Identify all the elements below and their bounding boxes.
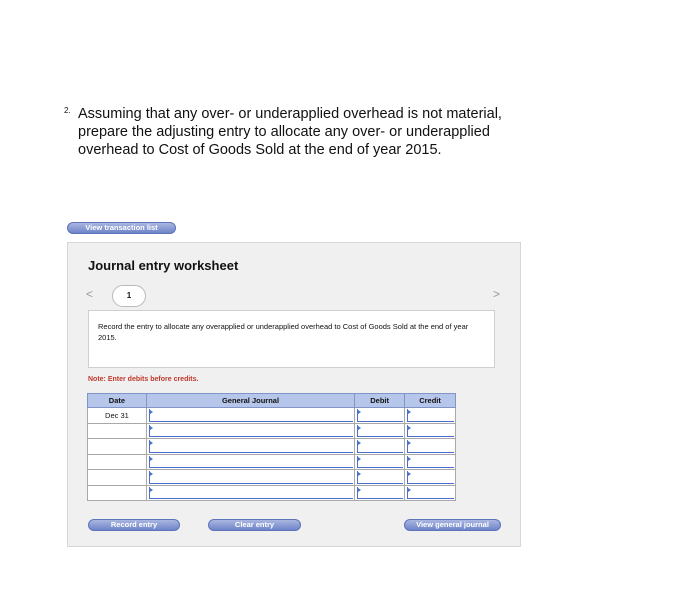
journal-row [88,423,456,439]
journal-row [88,485,456,501]
journal-credit-input[interactable] [407,456,454,469]
journal-account-input[interactable] [149,471,353,484]
journal-account-cell [146,485,354,501]
instruction-box [88,310,495,368]
journal-credit-input[interactable] [407,425,454,438]
journal-header-row [88,394,456,408]
journal-debit-input[interactable] [357,409,403,422]
instruction-text: Record the entry to allocate any overapplied or underapplied overhead to Cost of Goods Sold at the end of year 2015. [98,322,469,342]
view-general-journal-button[interactable]: View general journal [404,519,501,531]
journal-credit-cell [405,423,456,439]
entry-note: Note: Enter debits before credits. [88,376,199,383]
journal-account-cell [146,454,354,470]
journal-account-input[interactable] [149,440,353,453]
debit-column-header: Debit [355,394,405,408]
journal-debit-cell [355,470,405,486]
journal-credit-input[interactable] [407,471,454,484]
journal-credit-input[interactable] [407,440,454,453]
general-journal-column-header: General Journal [146,394,354,408]
chevron-right-icon[interactable]: > [493,287,501,301]
journal-row [88,470,456,486]
page-indicator-1[interactable]: 1 [112,285,146,307]
question-number: 2. [64,106,71,115]
journal-entry-worksheet [67,242,521,547]
journal-debit-input[interactable] [357,456,403,469]
journal-debit-input[interactable] [357,471,403,484]
journal-debit-input[interactable] [357,440,403,453]
journal-credit-cell [405,408,456,424]
journal-account-cell [146,470,354,486]
journal-row [88,439,456,455]
journal-debit-cell [355,439,405,455]
journal-debit-cell [355,423,405,439]
journal-debit-cell [355,454,405,470]
journal-row [88,454,456,470]
journal-row [88,408,456,424]
journal-credit-cell [405,454,456,470]
journal-credit-cell [405,470,456,486]
journal-date-cell [88,470,147,486]
journal-account-cell [146,423,354,439]
journal-date-cell [88,423,147,439]
journal-credit-input[interactable] [407,487,454,500]
journal-date-cell: Dec 31 [88,408,147,424]
journal-debit-cell [355,485,405,501]
journal-table [87,393,456,501]
view-transaction-list-button[interactable]: View transaction list [67,222,176,234]
journal-account-cell [146,439,354,455]
journal-account-input[interactable] [149,456,353,469]
journal-credit-cell [405,439,456,455]
journal-credit-cell [405,485,456,501]
journal-date-cell [88,439,147,455]
record-entry-button[interactable]: Record entry [88,519,180,531]
chevron-left-icon[interactable]: < [86,287,94,301]
journal-account-input[interactable] [149,487,353,500]
journal-debit-cell [355,408,405,424]
journal-account-input[interactable] [149,409,353,422]
journal-credit-input[interactable] [407,409,454,422]
credit-column-header: Credit [405,394,456,408]
journal-date-cell [88,485,147,501]
question-text: Assuming that any over- or underapplied overhead is not material, prepare the adjusting entry to allocate any over- or underapplied overhead to Cost of Goods Sold at the end of year 2015. [78,106,502,158]
journal-date-cell [88,454,147,470]
clear-entry-button[interactable]: Clear entry [208,519,301,531]
journal-debit-input[interactable] [357,487,403,500]
journal-account-cell [146,408,354,424]
date-column-header: Date [88,394,147,408]
worksheet-title: Journal entry worksheet [88,258,239,273]
journal-account-input[interactable] [149,425,353,438]
journal-debit-input[interactable] [357,425,403,438]
